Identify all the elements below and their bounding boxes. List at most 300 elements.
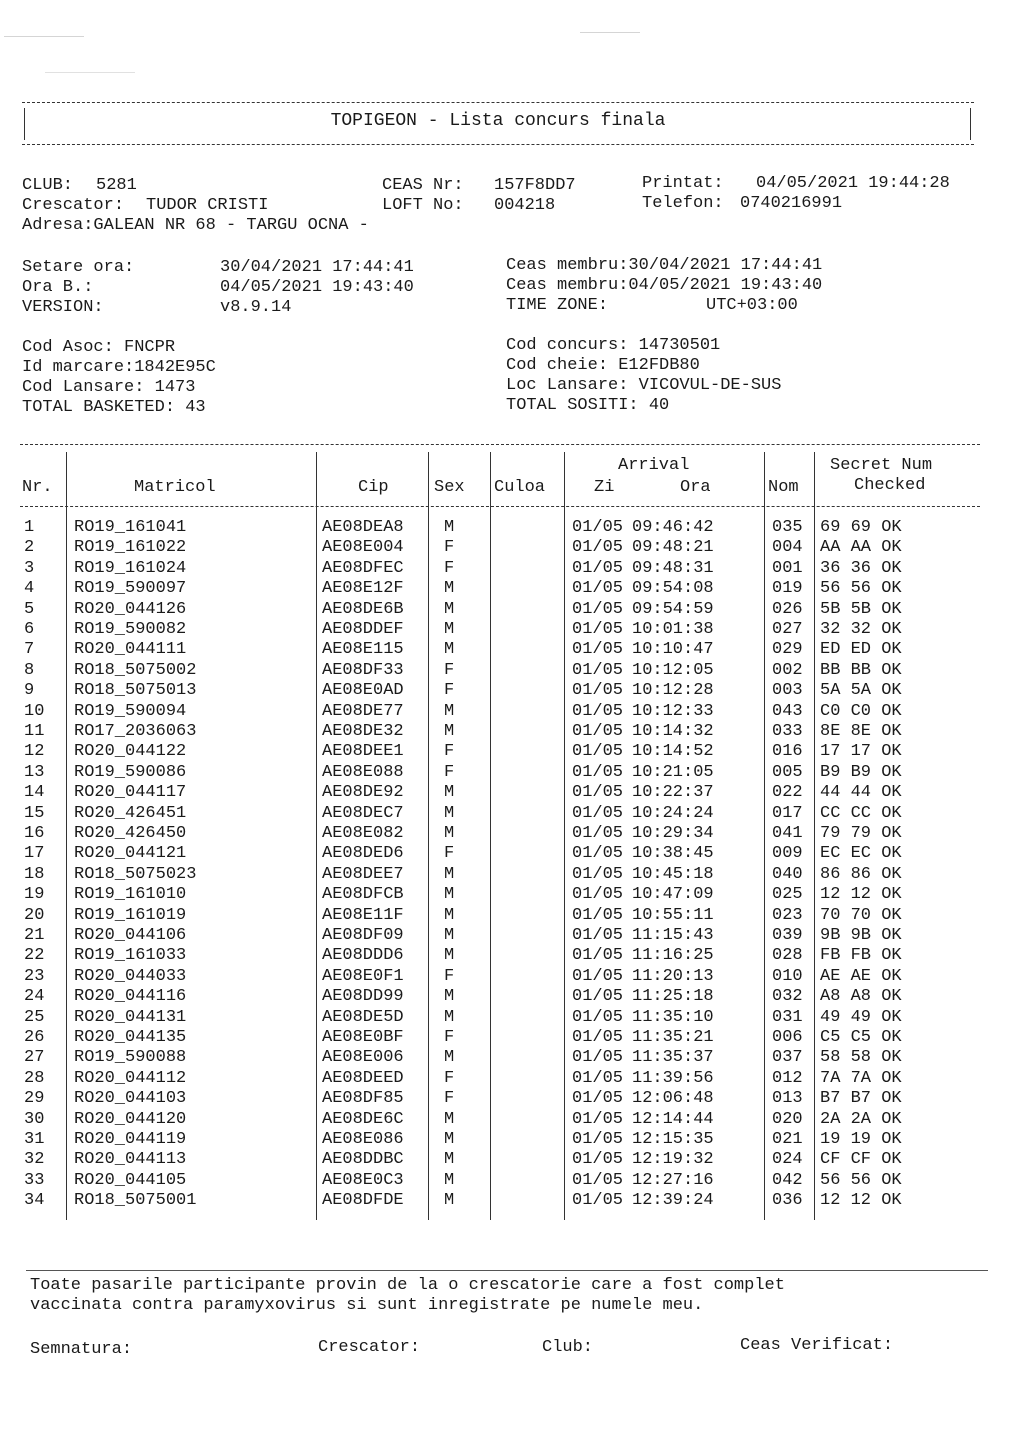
- row-cip: AE08DF09: [322, 926, 404, 945]
- total-sositi: TOTAL SOSITI: 40: [506, 396, 670, 415]
- row-sex: F: [444, 1028, 455, 1047]
- row-nom: 022: [772, 783, 803, 803]
- row-cip: AE08DFDE: [322, 1191, 404, 1211]
- row-ora: 10:22:37: [632, 783, 714, 803]
- cod-lansare: Cod Lansare: 1473: [22, 378, 196, 397]
- row-secret: 56 56 OK: [820, 579, 902, 599]
- row-nr: 13: [24, 762, 45, 782]
- row-matricol: RO19_161019: [74, 905, 187, 925]
- club-label: CLUB:: [22, 176, 74, 195]
- row-secret: CF CF OK: [820, 1150, 902, 1170]
- row-sex: M: [444, 987, 455, 1007]
- header-zi: Zi: [594, 478, 615, 497]
- row-secret: B7 B7 OK: [820, 1089, 902, 1109]
- table-row: [20, 1008, 980, 1029]
- row-sex: F: [444, 1068, 455, 1088]
- crescator-label: Crescator:: [22, 196, 125, 215]
- table-row: [20, 661, 980, 682]
- row-matricol: RO20_044111: [74, 640, 187, 660]
- id-marcare: Id marcare:1842E95C: [22, 358, 216, 377]
- row-ora: 12:06:48: [632, 1089, 714, 1109]
- row-nr: 10: [24, 701, 45, 721]
- row-sex: M: [444, 946, 455, 966]
- row-zi: 01/05: [572, 579, 624, 599]
- crescator-value: TUDOR CRISTI: [146, 196, 269, 215]
- row-zi: 01/05: [572, 538, 624, 558]
- row-secret: 32 32 OK: [820, 620, 902, 639]
- row-matricol: RO17_2036063: [74, 722, 197, 741]
- row-ora: 09:48:31: [632, 558, 714, 578]
- row-nom: 033: [772, 722, 803, 741]
- table-row: [20, 987, 980, 1008]
- row-matricol: RO20_426450: [74, 824, 187, 843]
- row-ora: 11:20:13: [632, 966, 714, 986]
- table-row: [20, 579, 980, 600]
- row-nr: 12: [24, 742, 45, 762]
- row-nr: 24: [24, 987, 45, 1007]
- row-secret: 56 56 OK: [820, 1170, 902, 1190]
- row-cip: AE08DE32: [322, 722, 404, 741]
- row-secret: 12 12 OK: [820, 1191, 902, 1211]
- row-ora: 10:12:05: [632, 660, 714, 680]
- row-cip: AE08DE77: [322, 701, 404, 721]
- row-sex: F: [444, 538, 455, 558]
- table-row: [20, 1150, 980, 1171]
- row-nr: 1: [24, 518, 35, 537]
- row-ora: 11:15:43: [632, 926, 714, 945]
- statement-line-2: vaccinata contra paramyxovirus si sunt inregistrate pe numele meu.: [30, 1296, 704, 1315]
- row-sex: F: [444, 742, 455, 762]
- row-nom: 025: [772, 885, 803, 905]
- table-row: [20, 844, 980, 865]
- row-nr: 31: [24, 1130, 45, 1149]
- row-ora: 10:29:34: [632, 824, 714, 843]
- table-row: [20, 600, 980, 621]
- row-cip: AE08DDEF: [322, 620, 404, 639]
- telefon-value: 0740216991: [740, 194, 843, 213]
- row-ora: 10:55:11: [632, 905, 714, 925]
- row-cip: AE08E0AD: [322, 681, 404, 701]
- row-secret: 19 19 OK: [820, 1130, 902, 1149]
- loft-label: LOFT No:: [382, 196, 464, 215]
- row-zi: 01/05: [572, 762, 624, 782]
- row-nom: 020: [772, 1109, 803, 1129]
- ceas-verificat-label: Ceas Verificat:: [740, 1336, 894, 1355]
- row-sex: M: [444, 722, 455, 741]
- row-zi: 01/05: [572, 1028, 624, 1047]
- cod-asoc: Cod Asoc: FNCPR: [22, 338, 176, 357]
- row-matricol: RO20_044117: [74, 783, 187, 803]
- row-ora: 11:25:18: [632, 987, 714, 1007]
- row-sex: M: [444, 864, 455, 884]
- row-nom: 041: [772, 824, 803, 843]
- row-matricol: RO20_044113: [74, 1150, 187, 1170]
- row-nom: 040: [772, 864, 803, 884]
- table-row: [20, 783, 980, 804]
- row-cip: AE08DE92: [322, 783, 404, 803]
- row-sex: M: [444, 1007, 455, 1027]
- row-sex: M: [444, 926, 455, 945]
- row-zi: 01/05: [572, 1109, 624, 1129]
- table-row: [20, 742, 980, 763]
- table-row: [20, 1130, 980, 1151]
- row-zi: 01/05: [572, 1068, 624, 1088]
- header-sex: Sex: [434, 478, 465, 497]
- total-basketed: TOTAL BASKETED: 43: [22, 398, 206, 417]
- row-matricol: RO18_5075001: [74, 1191, 197, 1211]
- row-matricol: RO19_590097: [74, 579, 187, 599]
- row-nom: 005: [772, 762, 803, 782]
- table-row: [20, 1191, 980, 1212]
- setare-value: 30/04/2021 17:44:41: [220, 258, 414, 277]
- row-matricol: RO19_590094: [74, 701, 187, 721]
- row-secret: ED ED OK: [820, 640, 902, 660]
- header-arrival: Arrival: [618, 456, 690, 475]
- row-nr: 32: [24, 1150, 45, 1170]
- row-matricol: RO19_590082: [74, 620, 187, 639]
- row-ora: 10:38:45: [632, 844, 714, 864]
- row-nr: 9: [24, 681, 35, 701]
- table-row: [20, 681, 980, 702]
- table-row: [20, 1089, 980, 1110]
- loc-lansare: Loc Lansare: VICOVUL-DE-SUS: [506, 376, 782, 395]
- row-cip: AE08DDBC: [322, 1150, 404, 1170]
- row-zi: 01/05: [572, 1150, 624, 1170]
- row-zi: 01/05: [572, 1130, 624, 1149]
- row-sex: M: [444, 783, 455, 803]
- row-zi: 01/05: [572, 926, 624, 945]
- row-nom: 016: [772, 742, 803, 762]
- club-value: 5281: [96, 176, 137, 195]
- row-secret: BB BB OK: [820, 660, 902, 680]
- row-ora: 09:54:08: [632, 579, 714, 599]
- row-sex: F: [444, 1089, 455, 1109]
- row-zi: 01/05: [572, 701, 624, 721]
- row-secret: 5B 5B OK: [820, 599, 902, 619]
- row-zi: 01/05: [572, 905, 624, 925]
- row-matricol: RO20_044119: [74, 1130, 187, 1149]
- row-cip: AE08DDD6: [322, 946, 404, 966]
- row-secret: C5 C5 OK: [820, 1028, 902, 1047]
- table-row: [20, 885, 980, 906]
- row-secret: 70 70 OK: [820, 905, 902, 925]
- row-nom: 004: [772, 538, 803, 558]
- row-nom: 026: [772, 599, 803, 619]
- row-sex: F: [444, 681, 455, 701]
- table-row: [20, 1028, 980, 1049]
- row-sex: M: [444, 599, 455, 619]
- row-sex: M: [444, 640, 455, 660]
- adresa: Adresa:GALEAN NR 68 - TARGU OCNA -: [22, 216, 369, 235]
- table-row: [20, 559, 980, 580]
- row-zi: 01/05: [572, 966, 624, 986]
- row-secret: 17 17 OK: [820, 742, 902, 762]
- row-cip: AE08DEA8: [322, 518, 404, 537]
- row-cip: AE08E088: [322, 762, 404, 782]
- row-secret: EC EC OK: [820, 844, 902, 864]
- row-sex: F: [444, 966, 455, 986]
- row-nr: 14: [24, 783, 45, 803]
- row-secret: AA AA OK: [820, 538, 902, 558]
- table-row: [20, 926, 980, 947]
- row-secret: 49 49 OK: [820, 1007, 902, 1027]
- row-secret: 9B 9B OK: [820, 926, 902, 945]
- row-ora: 10:47:09: [632, 885, 714, 905]
- row-secret: B9 B9 OK: [820, 762, 902, 782]
- version-label: VERSION:: [22, 298, 104, 317]
- row-matricol: RO19_161024: [74, 558, 187, 578]
- statement-line-1: Toate pasarile participante provin de la o crescatorie care a fost complet: [30, 1276, 785, 1295]
- row-sex: M: [444, 518, 455, 537]
- header-checked: Checked: [854, 476, 926, 495]
- cod-cheie: Cod cheie: E12FDB80: [506, 356, 700, 375]
- row-matricol: RO20_044135: [74, 1028, 187, 1047]
- row-nom: 006: [772, 1028, 803, 1047]
- row-zi: 01/05: [572, 722, 624, 741]
- row-ora: 11:16:25: [632, 946, 714, 966]
- table-row: [20, 702, 980, 723]
- row-matricol: RO20_044120: [74, 1109, 187, 1129]
- ceas-label: CEAS Nr:: [382, 176, 464, 195]
- row-nr: 6: [24, 620, 35, 639]
- crescator-signature-label: Crescator:: [318, 1338, 421, 1357]
- row-nom: 012: [772, 1068, 803, 1088]
- row-secret: 7A 7A OK: [820, 1068, 902, 1088]
- row-secret: AE AE OK: [820, 966, 902, 986]
- row-ora: 12:14:44: [632, 1109, 714, 1129]
- row-zi: 01/05: [572, 1170, 624, 1190]
- row-nom: 003: [772, 681, 803, 701]
- cod-concurs: Cod concurs: 14730501: [506, 336, 721, 355]
- row-cip: AE08E086: [322, 1130, 404, 1149]
- row-ora: 09:48:21: [632, 538, 714, 558]
- row-nr: 30: [24, 1109, 45, 1129]
- printat-value: 04/05/2021 19:44:28: [756, 174, 950, 193]
- table-row: [20, 538, 980, 559]
- header-matricol: Matricol: [134, 478, 216, 497]
- printat-label: Printat:: [642, 174, 724, 193]
- row-zi: 01/05: [572, 620, 624, 639]
- table-row: [20, 804, 980, 825]
- telefon-label: Telefon:: [642, 194, 724, 213]
- row-nom: 013: [772, 1089, 803, 1109]
- row-sex: M: [444, 1150, 455, 1170]
- row-nr: 27: [24, 1048, 45, 1068]
- table-row: [20, 620, 980, 641]
- table-header-bottom-border: [20, 506, 980, 507]
- page-title: TOPIGEON - Lista concurs finala: [330, 111, 666, 131]
- row-nr: 20: [24, 905, 45, 925]
- row-sex: M: [444, 1191, 455, 1211]
- row-cip: AE08DD99: [322, 987, 404, 1007]
- row-ora: 10:12:33: [632, 701, 714, 721]
- row-zi: 01/05: [572, 783, 624, 803]
- table-row: [20, 967, 980, 988]
- row-cip: AE08DE6C: [322, 1109, 404, 1129]
- row-zi: 01/05: [572, 803, 624, 823]
- row-ora: 10:14:52: [632, 742, 714, 762]
- version-value: v8.9.14: [220, 298, 292, 317]
- row-zi: 01/05: [572, 1007, 624, 1027]
- row-sex: M: [444, 1130, 455, 1149]
- table-row: [20, 1171, 980, 1192]
- row-nr: 7: [24, 640, 35, 660]
- row-sex: M: [444, 579, 455, 599]
- semnatura-label: Semnatura:: [30, 1340, 133, 1359]
- row-cip: AE08DF85: [322, 1089, 404, 1109]
- table-row: [20, 722, 980, 743]
- row-matricol: RO20_044106: [74, 926, 187, 945]
- row-cip: AE08DEE7: [322, 864, 404, 884]
- row-nr: 29: [24, 1089, 45, 1109]
- header-cip: Cip: [358, 478, 389, 497]
- row-nom: 021: [772, 1130, 803, 1149]
- table-row: [20, 906, 980, 927]
- ora-label: Ora B.:: [22, 278, 94, 297]
- row-sex: M: [444, 1170, 455, 1190]
- row-cip: AE08DED6: [322, 844, 404, 864]
- row-cip: AE08E006: [322, 1048, 404, 1068]
- row-nr: 2: [24, 538, 35, 558]
- row-nom: 024: [772, 1150, 803, 1170]
- setare-label: Setare ora:: [22, 258, 135, 277]
- row-nom: 009: [772, 844, 803, 864]
- row-ora: 09:54:59: [632, 599, 714, 619]
- row-nom: 023: [772, 905, 803, 925]
- row-secret: 5A 5A OK: [820, 681, 902, 701]
- row-sex: M: [444, 1109, 455, 1129]
- row-nr: 11: [24, 722, 45, 741]
- ora-value: 04/05/2021 19:43:40: [220, 278, 414, 297]
- club-signature-label: Club:: [542, 1338, 594, 1357]
- row-nom: 042: [772, 1170, 803, 1190]
- row-cip: AE08E115: [322, 640, 404, 660]
- row-ora: 09:46:42: [632, 518, 714, 537]
- row-matricol: RO20_044131: [74, 1007, 187, 1027]
- row-cip: AE08E0BF: [322, 1028, 404, 1047]
- row-matricol: RO20_426451: [74, 803, 187, 823]
- table-row: [20, 640, 980, 661]
- row-sex: M: [444, 905, 455, 925]
- row-matricol: RO18_5075023: [74, 864, 197, 884]
- row-zi: 01/05: [572, 681, 624, 701]
- row-matricol: RO19_161022: [74, 538, 187, 558]
- row-nr: 8: [24, 660, 35, 680]
- row-matricol: RO20_044112: [74, 1068, 187, 1088]
- row-ora: 10:45:18: [632, 864, 714, 884]
- row-sex: M: [444, 885, 455, 905]
- header-nom: Nom: [768, 478, 799, 497]
- row-cip: AE08E12F: [322, 579, 404, 599]
- row-ora: 10:10:47: [632, 640, 714, 660]
- ceas-membru-1: Ceas membru:30/04/2021 17:44:41: [506, 256, 823, 275]
- row-nom: 029: [772, 640, 803, 660]
- timezone-value: UTC+03:00: [706, 296, 798, 315]
- row-nom: 039: [772, 926, 803, 945]
- row-secret: 79 79 OK: [820, 824, 902, 843]
- row-zi: 01/05: [572, 946, 624, 966]
- row-nom: 010: [772, 966, 803, 986]
- row-ora: 12:15:35: [632, 1130, 714, 1149]
- row-nom: 035: [772, 518, 803, 537]
- row-sex: M: [444, 824, 455, 843]
- title-box: [22, 100, 974, 146]
- row-cip: AE08DE5D: [322, 1007, 404, 1027]
- row-matricol: RO19_161033: [74, 946, 187, 966]
- row-nom: 028: [772, 946, 803, 966]
- row-nr: 26: [24, 1028, 45, 1047]
- row-ora: 12:19:32: [632, 1150, 714, 1170]
- row-nom: 019: [772, 579, 803, 599]
- row-nom: 002: [772, 660, 803, 680]
- row-nr: 18: [24, 864, 45, 884]
- row-cip: AE08DE6B: [322, 599, 404, 619]
- table-row: [20, 1110, 980, 1131]
- row-secret: FB FB OK: [820, 946, 902, 966]
- row-cip: AE08E0C3: [322, 1170, 404, 1190]
- title-box-top-border: [22, 102, 974, 103]
- row-secret: A8 A8 OK: [820, 987, 902, 1007]
- row-ora: 10:21:05: [632, 762, 714, 782]
- row-secret: 58 58 OK: [820, 1048, 902, 1068]
- row-matricol: RO20_044126: [74, 599, 187, 619]
- row-nr: 19: [24, 885, 45, 905]
- row-nom: 032: [772, 987, 803, 1007]
- row-nr: 4: [24, 579, 35, 599]
- row-secret: CC CC OK: [820, 803, 902, 823]
- table-top-border: [20, 444, 980, 445]
- row-sex: F: [444, 660, 455, 680]
- row-matricol: RO20_044121: [74, 844, 187, 864]
- row-zi: 01/05: [572, 844, 624, 864]
- row-nom: 043: [772, 701, 803, 721]
- row-nom: 027: [772, 620, 803, 639]
- row-cip: AE08E0F1: [322, 966, 404, 986]
- scan-noise: [45, 72, 135, 73]
- row-nom: 037: [772, 1048, 803, 1068]
- row-ora: 11:35:10: [632, 1007, 714, 1027]
- scan-noise: [580, 32, 640, 33]
- row-cip: AE08E004: [322, 538, 404, 558]
- row-matricol: RO20_044116: [74, 987, 187, 1007]
- row-matricol: RO18_5075002: [74, 660, 197, 680]
- row-nr: 34: [24, 1191, 45, 1211]
- row-cip: AE08DFEC: [322, 558, 404, 578]
- row-nom: 017: [772, 803, 803, 823]
- row-secret: 44 44 OK: [820, 783, 902, 803]
- row-zi: 01/05: [572, 742, 624, 762]
- row-nr: 33: [24, 1170, 45, 1190]
- row-zi: 01/05: [572, 660, 624, 680]
- timezone-label: TIME ZONE:: [506, 296, 609, 315]
- row-matricol: RO19_161010: [74, 885, 187, 905]
- row-nom: 001: [772, 558, 803, 578]
- row-nr: 28: [24, 1068, 45, 1088]
- row-secret: 69 69 OK: [820, 518, 902, 537]
- row-nr: 17: [24, 844, 45, 864]
- header-culoa: Culoa: [494, 478, 546, 497]
- row-zi: 01/05: [572, 1191, 624, 1211]
- row-matricol: RO19_590086: [74, 762, 187, 782]
- row-matricol: RO20_044105: [74, 1170, 187, 1190]
- row-zi: 01/05: [572, 599, 624, 619]
- row-matricol: RO20_044103: [74, 1089, 187, 1109]
- table-row: [20, 1069, 980, 1090]
- loft-value: 004218: [494, 196, 556, 215]
- scan-noise: [4, 36, 84, 37]
- row-ora: 10:01:38: [632, 620, 714, 639]
- title-box-bottom-border: [22, 144, 974, 145]
